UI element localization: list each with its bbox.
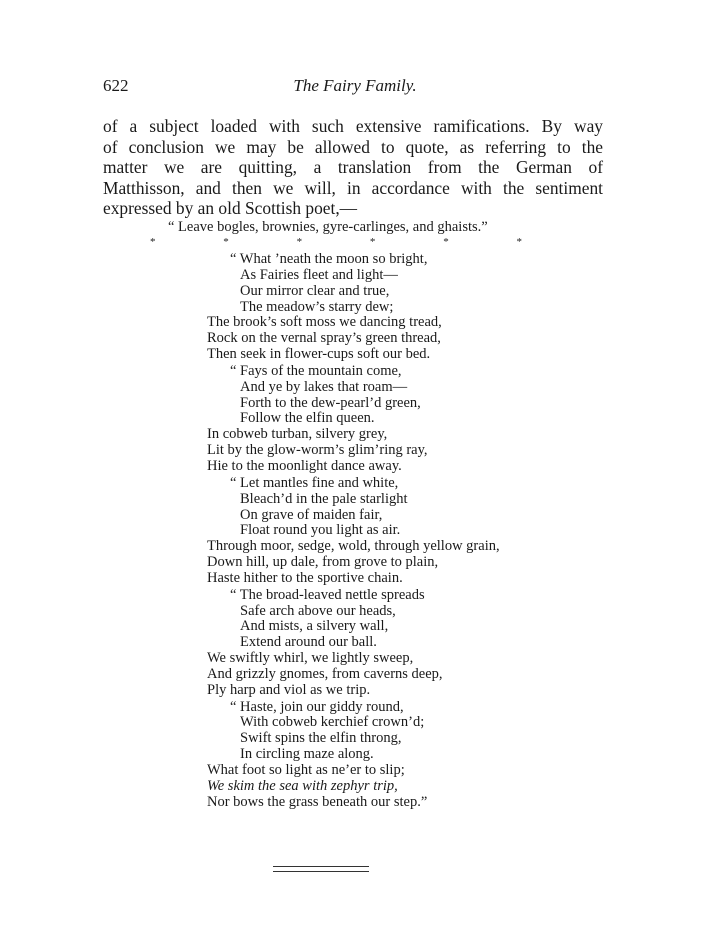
epigraph-quote: “ Leave bogles, brownies, gyre-carlinges, and ghaists.” [168, 219, 488, 235]
poem-line: And ye by lakes that roam— [240, 378, 408, 395]
prose-line: of conclusion we may be allowed to quote, as referring to the [103, 136, 603, 157]
poem-line: Then seek in flower-cups soft our bed. [207, 346, 431, 363]
asterism: * [516, 236, 522, 248]
poem-line: As Fairies fleet and light— [240, 266, 398, 283]
prose-line: expressed by an old Scottish poet,— [103, 198, 358, 218]
stanza [207, 476, 500, 587]
asterism: * [296, 236, 303, 248]
poem-line: We skim the sea with zephyr trip, [207, 777, 398, 794]
page-header [103, 76, 607, 100]
poem-line: The meadow’s starry dew; [240, 298, 394, 315]
poem-line: Through moor, sedge, wold, through yellow grain, [207, 538, 500, 555]
prose-line: Matthisson, and then we will, in accordance with the sentiment [103, 177, 603, 198]
poem-line: In circling maze along. [240, 746, 374, 763]
end-rule [273, 866, 369, 872]
poem-line: With cobweb kerchief crown’d; [240, 714, 425, 731]
poem-line: Float round you light as air. [240, 522, 401, 539]
asterism-row [150, 236, 522, 248]
poem-line: Hie to the moonlight dance away. [207, 457, 402, 474]
poem-line: Down hill, up dale, from grove to plain, [207, 554, 439, 571]
poem-line: Bleach’d in the pale starlight [240, 490, 408, 507]
stanza [207, 700, 500, 811]
page-number: 622 [103, 76, 129, 95]
stanza [207, 588, 500, 699]
poem-line: Follow the elfin queen. [240, 410, 375, 427]
poem-line: On grave of maiden fair, [240, 506, 383, 523]
asterism: * [150, 236, 156, 248]
stanza [207, 364, 500, 475]
asterism: * [223, 236, 229, 248]
poem-line: “ What ’neath the moon so bright, [230, 251, 428, 267]
poem-line: Our mirror clear and true, [240, 282, 390, 299]
poem-line: “ Haste, join our giddy round, [230, 698, 404, 715]
poem-line: And mists, a silvery wall, [240, 618, 389, 635]
prose-line: of a subject loaded with such extensive ramifications. By way [103, 116, 603, 136]
poem-line: Lit by the glow-worm’s glim’ring ray, [207, 442, 428, 459]
asterism: * [369, 236, 376, 248]
poem-line: Extend around our ball. [240, 634, 377, 651]
poem-line: Haste hither to the sportive chain. [207, 569, 403, 586]
poem-line: Swift spins the elfin throng, [240, 730, 402, 747]
asterism: * [443, 236, 449, 248]
poem-line: And grizzly gnomes, from caverns deep, [207, 665, 443, 682]
poem-line: Rock on the vernal spray’s green thread, [207, 330, 441, 347]
poem-line: We swiftly whirl, we lightly sweep, [207, 650, 414, 667]
poem-line: What foot so light as ne’er to slip; [207, 762, 405, 778]
poem [207, 252, 500, 812]
poem-line: “ Let mantles fine and white, [230, 474, 399, 491]
stanza [207, 252, 500, 363]
poem-line: “ The broad-leaved nettle spreads [230, 586, 425, 603]
poem-line: The brook’s soft moss we dancing tread, [207, 314, 442, 331]
poem-line: Nor bows the grass beneath our step.” [207, 793, 428, 810]
running-title: The Fairy Family. [293, 76, 417, 95]
poem-line: Safe arch above our heads, [240, 602, 396, 619]
poem-line: “ Fays of the mountain come, [230, 362, 402, 379]
poem-line: In cobweb turban, silvery grey, [207, 426, 388, 443]
prose-line: matter we are quitting, a translation from the German of [103, 157, 603, 177]
poem-line: Ply harp and viol as we trip. [207, 681, 371, 698]
poem-line: Forth to the dew-pearl’d green, [240, 394, 421, 411]
prose-paragraph [103, 116, 603, 219]
